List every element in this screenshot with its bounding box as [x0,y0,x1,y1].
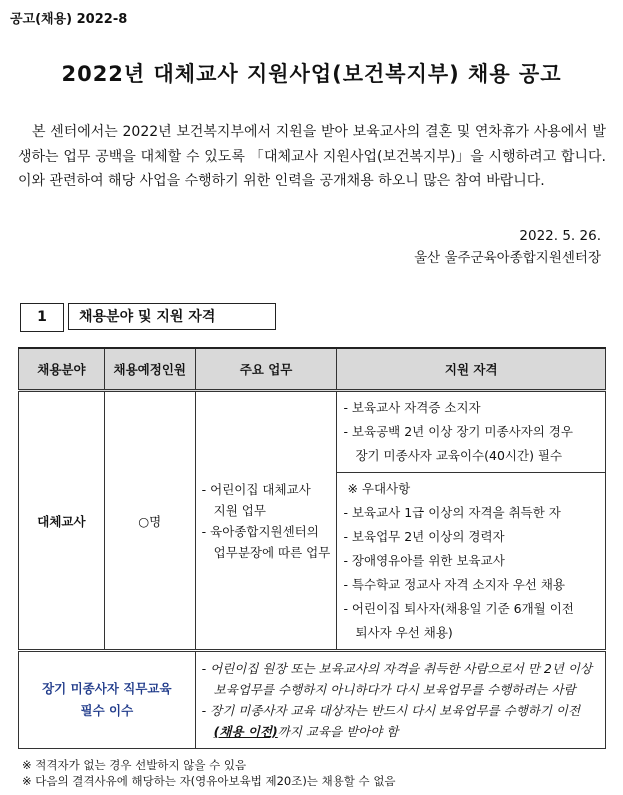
cell-required-qualifications [337,391,606,473]
table-row [19,391,606,473]
note-line: ※ 적격자가 없는 경우 선발하지 않을 수 있음 [22,758,247,772]
announcement-date: 2022. 5. 26. [519,228,601,244]
recruitment-table [18,347,606,749]
cell-duties [195,391,337,651]
table-header-row [19,348,606,391]
training-line: 보육업무를 수행하지 아니하다가 다시 보육업무를 수행하려는 사람 [213,682,576,697]
cell-preferred-qualifications [337,473,606,651]
training-row [19,651,606,749]
pref-line: - 보육업무 2년 이상의 경력자 [343,529,505,544]
training-line: - 장기 미종사자 교육 대상자는 반드시 다시 보육업무를 수행하기 이전 [201,703,581,718]
pref-line: - 특수학교 정교사 자격 소지자 우선 채용 [343,577,565,592]
header-qualifications: 지원 자격 [337,348,606,391]
header-field: 채용분야 [19,348,105,391]
intro-paragraph: 본 센터에서는 2022년 보건복지부에서 지원을 받아 보육교사의 결혼 및 연차휴가 사용에서 발생하는 업무 공백을 대체할 수 있도록 「대체교사 지원사업(보건복지부)」을 시행하려고 합니다. 이와 관련하여 해당 사업을 수행하기 위한 인력을 공개채용 하오니 많은 참여 바랍니다. [18,124,606,189]
qual-line: - 보육교사 자격증 소지자 [343,400,481,415]
pref-line: - 보육교사 1급 이상의 자격을 취득한 자 [343,505,561,520]
document-number: 공고(채용) 2022-8 [10,12,128,27]
training-label [19,651,196,749]
training-label-line: 장기 미종사자 직무교육 [42,681,172,696]
qual-line: 장기 미종사자 교육이수(40시간) 필수 [355,448,563,463]
training-line [202,721,599,742]
header-duties: 주요 업무 [195,348,337,391]
pref-line: - 장애영유아를 위한 보육교사 [343,553,505,568]
qual-line: - 보육공백 2년 이상 장기 미종사자의 경우 [343,424,573,439]
duty-line: 업무분장에 따른 업무 [213,544,331,560]
training-label-line: 필수 이수 [80,703,134,718]
header-count: 채용예정인원 [104,348,195,391]
section-title: 채용분야 및 지원 자격 [68,303,276,330]
duty-line: - 육아종합지원센터의 [201,523,319,539]
training-tail: 까지 교육을 받아야 함 [277,724,399,739]
training-description [195,651,605,749]
pref-header: ※ 우대사항 [347,481,411,496]
section-number: 1 [20,303,64,332]
duty-line: - 어린이집 대체교사 [201,481,311,497]
pref-line: 퇴사자 우선 채용) [355,625,453,640]
issuing-organization: 울산 울주군육아종합지원센터장 [414,250,601,266]
pref-line: - 어린이집 퇴사자(채용일 기준 6개월 이전 [343,601,574,616]
page-title: 2022년 대체교사 지원사업(보건복지부) 채용 공고 [61,62,562,86]
training-emphasis: (채용 이전) [213,724,278,739]
cell-count: ○명 [104,391,195,651]
cell-field: 대체교사 [19,391,105,651]
duty-line: 지원 업무 [213,502,266,518]
note-line: ※ 다음의 결격사유에 해당하는 자(영유아보육법 제20조)는 채용할 수 없음 [22,774,396,788]
training-line: - 어린이집 원장 또는 보육교사의 자격을 취득한 사람으로서 만 2년 이상 [201,661,592,676]
